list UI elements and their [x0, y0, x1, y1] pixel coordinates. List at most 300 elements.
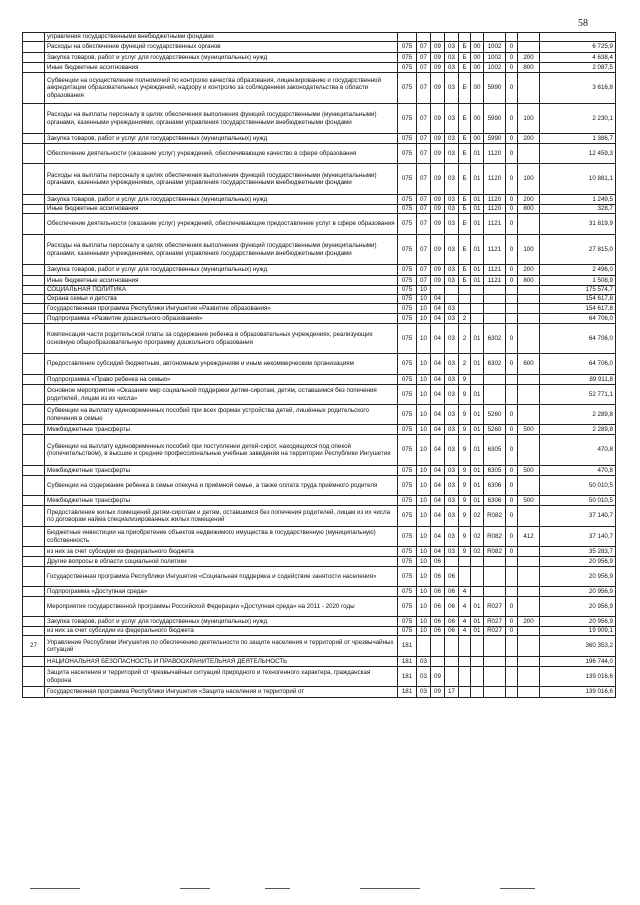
table-row [23, 405, 616, 425]
table-row [23, 33, 616, 42]
event-code-cell: 01 [471, 354, 484, 375]
program-code-cell: 03 [445, 205, 459, 214]
section-code-cell: 10 [417, 354, 431, 375]
program-code-cell: 03 [445, 496, 459, 506]
expense-type-code-cell: 200 [518, 265, 540, 276]
expense-type-code-cell [518, 627, 540, 636]
extra-code-cell [506, 636, 518, 657]
event-code-cell: 00 [471, 104, 484, 134]
table-row [23, 506, 616, 527]
subsection-code-cell: 04 [431, 375, 445, 385]
row-name-cell: Закупка товаров, работ и услуг для государственных (муниципальных) нужд [45, 265, 398, 276]
subsection-code-cell: 09 [431, 164, 445, 195]
amount-cell: 64 706,0 [540, 314, 616, 324]
amount-cell: 27 815,0 [540, 235, 616, 265]
row-number-cell [23, 687, 45, 698]
event-code-cell: 01 [471, 324, 484, 354]
section-code-cell [417, 636, 431, 657]
ministry-code-cell: 181 [398, 636, 417, 657]
direction-code-cell [484, 375, 506, 385]
page-number: 58 [578, 18, 588, 29]
row-name-cell: Закупка товаров, работ и услуг для государственных (муниципальных) нужд [45, 195, 398, 205]
row-name-cell: Предоставление субсидий бюджетным, автономным учреждениям и иным некоммерческим организациям [45, 354, 398, 375]
row-number-cell [23, 205, 45, 214]
program-code-cell: 03 [445, 527, 459, 547]
row-number-cell [23, 587, 45, 597]
event-code-cell: 01 [471, 195, 484, 205]
table-row [23, 63, 616, 73]
amount-cell: 50 010,5 [540, 496, 616, 506]
subsection-code-cell: 09 [431, 63, 445, 73]
budget-rows [23, 33, 616, 698]
subsection-code-cell: 09 [431, 265, 445, 276]
ministry-code-cell: 181 [398, 687, 417, 698]
extra-code-cell: 0 [506, 276, 518, 286]
subprogram-code-cell: 4 [459, 597, 471, 617]
row-name-cell: Иные бюджетные ассигнования [45, 205, 398, 214]
subsection-code-cell: 09 [431, 42, 445, 53]
row-number-cell [23, 42, 45, 53]
ministry-code-cell: 181 [398, 667, 417, 687]
amount-cell: 470,8 [540, 435, 616, 466]
row-name-cell: Закупка товаров, работ и услуг для государственных (муниципальных) нужд [45, 617, 398, 627]
extra-code-cell: 0 [506, 547, 518, 557]
amount-cell: 89 911,8 [540, 375, 616, 385]
section-code-cell: 07 [417, 235, 431, 265]
extra-code-cell: 0 [506, 134, 518, 144]
direction-code-cell: 6306 [484, 496, 506, 506]
program-code-cell: 03 [445, 42, 459, 53]
extra-code-cell: 0 [506, 466, 518, 476]
amount-cell: 64 706,0 [540, 324, 616, 354]
section-code-cell: 07 [417, 134, 431, 144]
direction-code-cell: 6302 [484, 324, 506, 354]
table-row [23, 385, 616, 405]
amount-cell [540, 33, 616, 42]
expense-type-code-cell [518, 405, 540, 425]
subprogram-code-cell [459, 304, 471, 314]
direction-code-cell [484, 567, 506, 587]
subprogram-code-cell [459, 667, 471, 687]
amount-cell: 175 574,7 [540, 286, 616, 295]
program-code-cell: 03 [445, 435, 459, 466]
program-code-cell: 03 [445, 235, 459, 265]
program-code-cell [445, 295, 459, 304]
section-code-cell: 10 [417, 587, 431, 597]
extra-code-cell: 0 [506, 205, 518, 214]
event-code-cell: 01 [471, 597, 484, 617]
subsection-code-cell: 09 [431, 667, 445, 687]
amount-cell: 1 386,7 [540, 134, 616, 144]
extra-code-cell: 0 [506, 144, 518, 164]
ministry-code-cell: 075 [398, 134, 417, 144]
program-code-cell: 03 [445, 63, 459, 73]
subprogram-code-cell: 9 [459, 547, 471, 557]
table-row [23, 205, 616, 214]
direction-code-cell: 6302 [484, 354, 506, 375]
subprogram-code-cell: 4 [459, 587, 471, 597]
extra-code-cell [506, 587, 518, 597]
amount-cell: 37 140,7 [540, 527, 616, 547]
extra-code-cell [506, 304, 518, 314]
program-code-cell [445, 33, 459, 42]
section-code-cell: 07 [417, 276, 431, 286]
expense-type-code-cell [518, 324, 540, 354]
subsection-code-cell: 06 [431, 557, 445, 567]
section-code-cell: 10 [417, 314, 431, 324]
expense-type-code-cell: 500 [518, 496, 540, 506]
subprogram-code-cell: 9 [459, 385, 471, 405]
table-row [23, 466, 616, 476]
table-row [23, 567, 616, 587]
event-code-cell: 02 [471, 527, 484, 547]
program-code-cell: 03 [445, 53, 459, 63]
subsection-code-cell: 04 [431, 425, 445, 435]
subsection-code-cell: 06 [431, 627, 445, 636]
table-row [23, 164, 616, 195]
section-code-cell: 10 [417, 286, 431, 295]
table-row [23, 527, 616, 547]
direction-code-cell: R082 [484, 527, 506, 547]
program-code-cell: 17 [445, 687, 459, 698]
ministry-code-cell: 075 [398, 466, 417, 476]
amount-cell: 20 956,9 [540, 597, 616, 617]
row-number-cell [23, 276, 45, 286]
expense-type-code-cell [518, 286, 540, 295]
extra-code-cell: 0 [506, 214, 518, 235]
extra-code-cell: 0 [506, 324, 518, 354]
table-row [23, 627, 616, 636]
expense-type-code-cell: 800 [518, 276, 540, 286]
row-number-cell [23, 496, 45, 506]
row-name-cell: Субвенции на содержание ребенка в семье опекуна и приёмной семье, а также оплата труда приёмного родителя [45, 476, 398, 496]
direction-code-cell: 5260 [484, 405, 506, 425]
program-code-cell: 03 [445, 324, 459, 354]
ministry-code-cell: 075 [398, 214, 417, 235]
extra-code-cell: 0 [506, 405, 518, 425]
row-name-cell: Обеспечение деятельности (оказание услуг) учреждений, обеспечивающие качество в сфере образования [45, 144, 398, 164]
event-code-cell [471, 587, 484, 597]
expense-type-code-cell [518, 435, 540, 466]
ministry-code-cell: 075 [398, 506, 417, 527]
event-code-cell: 01 [471, 627, 484, 636]
expense-type-code-cell: 600 [518, 354, 540, 375]
extra-code-cell: 0 [506, 195, 518, 205]
subsection-code-cell: 09 [431, 235, 445, 265]
extra-code-cell: 0 [506, 425, 518, 435]
event-code-cell: 01 [471, 276, 484, 286]
direction-code-cell: 6306 [484, 476, 506, 496]
amount-cell: 31 819,9 [540, 214, 616, 235]
row-number-cell [23, 195, 45, 205]
row-name-cell: Расходы на выплаты персоналу в целях обеспечения выполнения функций государственными (муниципальными) органами, казенными учреждениями, органами управления государственными внебюджетными фондами [45, 235, 398, 265]
table-row [23, 354, 616, 375]
table-row [23, 134, 616, 144]
row-name-cell: Мероприятия государственной программы Российской Федерации «Доступная среда» на 2011 - 2020 годы [45, 597, 398, 617]
amount-cell: 196 744,0 [540, 657, 616, 667]
row-number-cell [23, 164, 45, 195]
event-code-cell: 01 [471, 405, 484, 425]
expense-type-code-cell: 500 [518, 466, 540, 476]
direction-code-cell [484, 557, 506, 567]
ministry-code-cell: 075 [398, 286, 417, 295]
event-code-cell [471, 304, 484, 314]
event-code-cell: 01 [471, 265, 484, 276]
amount-cell: 10 881,1 [540, 164, 616, 195]
direction-code-cell: R027 [484, 617, 506, 627]
row-number-cell: 27 [23, 636, 45, 657]
expense-type-code-cell [518, 214, 540, 235]
program-code-cell: 03 [445, 73, 459, 104]
extra-code-cell [506, 375, 518, 385]
amount-cell: 35 283,7 [540, 547, 616, 557]
subsection-code-cell: 04 [431, 506, 445, 527]
row-name-cell: Подпрограмма «Развитие дошкольного образования» [45, 314, 398, 324]
extra-code-cell [506, 657, 518, 667]
section-code-cell: 10 [417, 496, 431, 506]
row-name-cell: Управление Республики Ингушетия по обеспечению деятельности по защите населения и территорий от чрезвычайных ситуаций [45, 636, 398, 657]
expense-type-code-cell [518, 375, 540, 385]
expense-type-code-cell: 412 [518, 527, 540, 547]
section-code-cell: 07 [417, 73, 431, 104]
subsection-code-cell: 04 [431, 496, 445, 506]
row-name-cell: Иные бюджетные ассигнования [45, 63, 398, 73]
direction-code-cell [484, 385, 506, 405]
amount-cell: 6 725,9 [540, 42, 616, 53]
program-code-cell: 03 [445, 385, 459, 405]
event-code-cell [471, 636, 484, 657]
table-row [23, 425, 616, 435]
section-code-cell: 10 [417, 627, 431, 636]
amount-cell: 4 638,4 [540, 53, 616, 63]
subsection-code-cell: 09 [431, 687, 445, 698]
table-row [23, 304, 616, 314]
ministry-code-cell: 075 [398, 496, 417, 506]
extra-code-cell [506, 385, 518, 405]
row-name-cell: Государственная программа Республики Ингушетия «Социальная поддержка и содействие занятости населения» [45, 567, 398, 587]
subsection-code-cell [431, 33, 445, 42]
event-code-cell: 01 [471, 385, 484, 405]
direction-code-cell [484, 687, 506, 698]
event-code-cell: 01 [471, 476, 484, 496]
extra-code-cell: 0 [506, 435, 518, 466]
row-number-cell [23, 235, 45, 265]
subsection-code-cell: 04 [431, 405, 445, 425]
subsection-code-cell: 04 [431, 435, 445, 466]
section-code-cell: 07 [417, 164, 431, 195]
extra-code-cell: 0 [506, 265, 518, 276]
subprogram-code-cell: 9 [459, 466, 471, 476]
amount-cell: 20 956,9 [540, 557, 616, 567]
section-code-cell: 10 [417, 425, 431, 435]
program-code-cell: 03 [445, 354, 459, 375]
direction-code-cell: 5990 [484, 73, 506, 104]
program-code-cell [445, 286, 459, 295]
direction-code-cell [484, 304, 506, 314]
amount-cell: 20 956,9 [540, 567, 616, 587]
program-code-cell: 03 [445, 104, 459, 134]
expense-type-code-cell: 800 [518, 205, 540, 214]
direction-code-cell: 6305 [484, 435, 506, 466]
expense-type-code-cell: 200 [518, 134, 540, 144]
subprogram-code-cell: Б [459, 42, 471, 53]
row-number-cell [23, 214, 45, 235]
section-code-cell: 03 [417, 657, 431, 667]
table-row [23, 195, 616, 205]
row-name-cell: Подпрограмма «Доступная среда» [45, 587, 398, 597]
program-code-cell: 03 [445, 314, 459, 324]
ministry-code-cell: 075 [398, 547, 417, 557]
program-code-cell [445, 557, 459, 567]
program-code-cell: 03 [445, 144, 459, 164]
program-code-cell: 03 [445, 466, 459, 476]
subsection-code-cell: 04 [431, 527, 445, 547]
direction-code-cell: R027 [484, 597, 506, 617]
subsection-code-cell: 09 [431, 205, 445, 214]
subsection-code-cell: 09 [431, 53, 445, 63]
extra-code-cell: 0 [506, 354, 518, 375]
expense-type-code-cell [518, 314, 540, 324]
subsection-code-cell: 06 [431, 597, 445, 617]
budget-table [22, 32, 616, 698]
event-code-cell: 01 [471, 466, 484, 476]
ministry-code-cell: 181 [398, 657, 417, 667]
program-code-cell: 03 [445, 476, 459, 496]
subprogram-code-cell: 9 [459, 405, 471, 425]
ministry-code-cell: 075 [398, 597, 417, 617]
ministry-code-cell: 075 [398, 314, 417, 324]
subprogram-code-cell: 9 [459, 375, 471, 385]
section-code-cell: 10 [417, 476, 431, 496]
row-name-cell: из них за счет субсидии из федерального бюджета [45, 627, 398, 636]
subsection-code-cell: 09 [431, 276, 445, 286]
event-code-cell: 01 [471, 214, 484, 235]
subprogram-code-cell [459, 687, 471, 698]
subprogram-code-cell: Б [459, 144, 471, 164]
amount-cell: 470,8 [540, 466, 616, 476]
subprogram-code-cell: Б [459, 235, 471, 265]
row-number-cell [23, 324, 45, 354]
event-code-cell [471, 687, 484, 698]
ministry-code-cell: 075 [398, 205, 417, 214]
program-code-cell: 03 [445, 506, 459, 527]
table-row [23, 375, 616, 385]
subsection-code-cell: 04 [431, 354, 445, 375]
ministry-code-cell: 075 [398, 435, 417, 466]
expense-type-code-cell: 500 [518, 425, 540, 435]
direction-code-cell: 1120 [484, 164, 506, 195]
direction-code-cell [484, 657, 506, 667]
section-code-cell: 07 [417, 265, 431, 276]
subsection-code-cell: 04 [431, 324, 445, 354]
table-row [23, 42, 616, 53]
row-name-cell: Предоставление жилых помещений детям-сиротам и детям, оставшимся без попечения родителей, лицам из их числа по договорам найма специализированных жилых помещений [45, 506, 398, 527]
row-name-cell: Субвенции на выплату единовременных пособий при всех формах устройства детей, лишённых родительского попечения в семью [45, 405, 398, 425]
extra-code-cell: 0 [506, 104, 518, 134]
direction-code-cell: 1002 [484, 42, 506, 53]
expense-type-code-cell [518, 295, 540, 304]
extra-code-cell: 0 [506, 235, 518, 265]
direction-code-cell [484, 286, 506, 295]
section-code-cell: 10 [417, 527, 431, 547]
direction-code-cell: 1121 [484, 276, 506, 286]
amount-cell: 154 617,8 [540, 295, 616, 304]
ministry-code-cell: 075 [398, 304, 417, 314]
expense-type-code-cell [518, 304, 540, 314]
amount-cell: 50 010,5 [540, 476, 616, 496]
extra-code-cell [506, 33, 518, 42]
ministry-code-cell: 075 [398, 567, 417, 587]
section-code-cell: 07 [417, 214, 431, 235]
direction-code-cell: R027 [484, 627, 506, 636]
expense-type-code-cell: 100 [518, 104, 540, 134]
ministry-code-cell: 075 [398, 73, 417, 104]
table-row [23, 435, 616, 466]
amount-cell: 139 016,6 [540, 687, 616, 698]
row-number-cell [23, 667, 45, 687]
row-number-cell [23, 73, 45, 104]
row-name-cell: Другие вопросы в области социальной политики [45, 557, 398, 567]
direction-code-cell [484, 587, 506, 597]
extra-code-cell: 0 [506, 73, 518, 104]
table-row [23, 557, 616, 567]
direction-code-cell: 5260 [484, 425, 506, 435]
extra-code-cell: 0 [506, 597, 518, 617]
expense-type-code-cell: 200 [518, 617, 540, 627]
amount-cell: 328,7 [540, 205, 616, 214]
row-number-cell [23, 304, 45, 314]
subsection-code-cell: 06 [431, 617, 445, 627]
expense-type-code-cell [518, 144, 540, 164]
event-code-cell [471, 557, 484, 567]
row-number-cell [23, 63, 45, 73]
subsection-code-cell: 04 [431, 476, 445, 496]
subprogram-code-cell: 4 [459, 617, 471, 627]
ministry-code-cell: 075 [398, 164, 417, 195]
expense-type-code-cell: 200 [518, 53, 540, 63]
row-number-cell [23, 657, 45, 667]
section-code-cell: 10 [417, 557, 431, 567]
expense-type-code-cell: 100 [518, 235, 540, 265]
extra-code-cell: 0 [506, 496, 518, 506]
event-code-cell: 02 [471, 506, 484, 527]
subsection-code-cell [431, 636, 445, 657]
subprogram-code-cell: Б [459, 53, 471, 63]
subprogram-code-cell [459, 636, 471, 657]
subsection-code-cell: 09 [431, 134, 445, 144]
event-code-cell [471, 375, 484, 385]
row-name-cell: Субвенции на выплату единовременных пособий при поступлении детей-сирот, находящихся под опекой (попечительством), в высшие и средние профессиональные учебные заведения на территории Республики Ингушетия [45, 435, 398, 466]
extra-code-cell [506, 687, 518, 698]
ministry-code-cell: 075 [398, 63, 417, 73]
event-code-cell: 02 [471, 547, 484, 557]
amount-cell: 139 016,6 [540, 667, 616, 687]
direction-code-cell: R082 [484, 547, 506, 557]
amount-cell: 1 508,9 [540, 276, 616, 286]
expense-type-code-cell [518, 597, 540, 617]
program-code-cell: 06 [445, 587, 459, 597]
row-name-cell: управления государственными внебюджетными фондами [45, 33, 398, 42]
event-code-cell: 01 [471, 164, 484, 195]
row-name-cell: Охрана семьи и детства [45, 295, 398, 304]
direction-code-cell: 1120 [484, 144, 506, 164]
event-code-cell: 01 [471, 435, 484, 466]
expense-type-code-cell [518, 73, 540, 104]
expense-type-code-cell [518, 476, 540, 496]
expense-type-code-cell: 200 [518, 195, 540, 205]
ministry-code-cell [398, 33, 417, 42]
ministry-code-cell: 075 [398, 527, 417, 547]
